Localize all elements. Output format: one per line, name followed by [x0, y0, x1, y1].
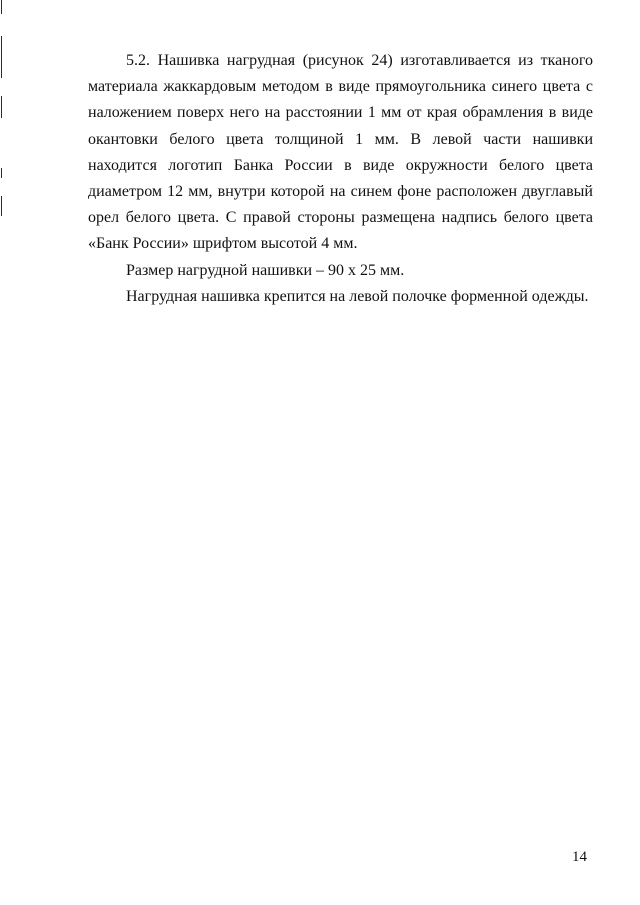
paragraph-size: Размер нагрудной нашивки – 90 х 25 мм.	[126, 261, 405, 279]
scan-mark	[1, 96, 2, 118]
paragraph-5-2: 5.2. Нашивка нагрудная (рисунок 24) изготавливается из тканого материала жаккардовым методом в виде прямоугольника синего цвета с наложением поверх него на расстоянии 1 мм от края обрамления в виде окантовки белого цвета толщиной 1 мм. В левой части нашивки находится логотип Банка России в виде окружности белого цвета диаметром 12 мм, внутри которой на синем фоне расположен двуглавый орел белого цвета. С правой стороны размещена надпись белого цвета «Банк России» шрифтом высотой 4 мм.	[88, 52, 593, 253]
scan-mark	[1, 168, 2, 178]
document-body	[88, 48, 593, 310]
scan-mark	[1, 36, 2, 78]
paragraph-placement: Нагрудная нашивка крепится на левой полочке форменной одежды.	[126, 287, 589, 305]
page-number: 14	[572, 849, 587, 865]
scan-mark	[1, 196, 2, 216]
scan-mark	[1, 0, 2, 14]
